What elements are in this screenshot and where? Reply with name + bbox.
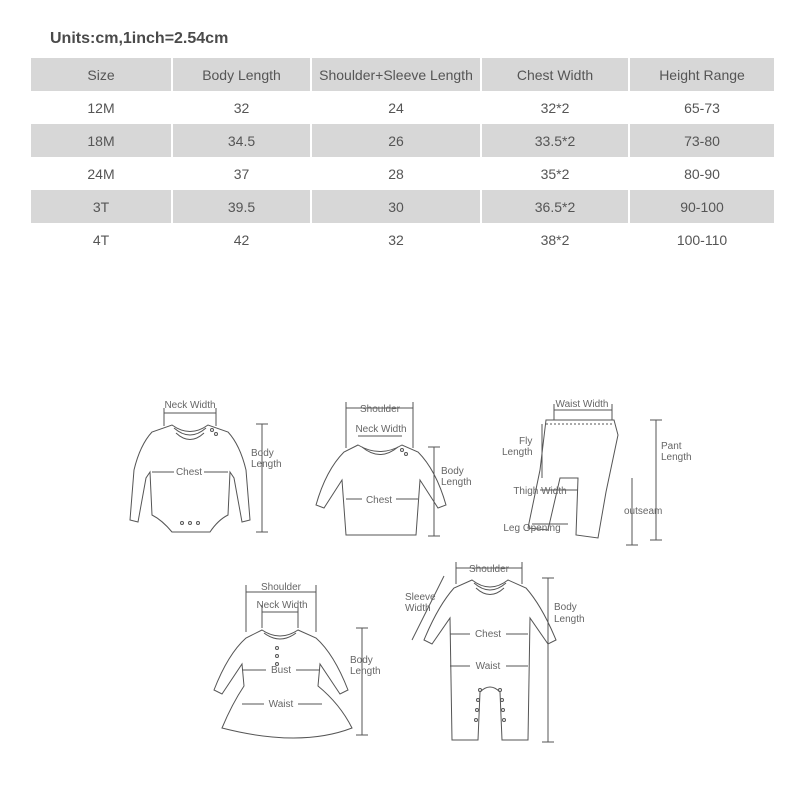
table-cell: 38*2: [481, 223, 629, 256]
romper-chest-label: Chest: [474, 629, 502, 640]
table-cell: 90-100: [629, 190, 774, 223]
pants-thigh-label: Thigh Width: [513, 486, 567, 497]
dress-length-label: Length: [350, 666, 381, 677]
romper-length-label: Length: [554, 614, 585, 625]
table-cell: 42: [172, 223, 311, 256]
table-cell: 12M: [31, 91, 172, 124]
sweater-neck-label: Neck Width: [355, 424, 407, 435]
dress-neck-label: Neck Width: [256, 600, 308, 611]
sweater-length-label: Length: [441, 477, 472, 488]
table-cell: 39.5: [172, 190, 311, 223]
romper-diagram: [412, 562, 556, 742]
table-cell: 35*2: [481, 157, 629, 190]
table-cell: 73-80: [629, 124, 774, 157]
table-cell: 80-90: [684, 165, 720, 182]
bodysuit-length-label: Length: [251, 459, 282, 470]
sweater-body-label: Body: [441, 466, 464, 477]
header-body-length: Body Length: [172, 58, 311, 91]
table-cell: 32: [172, 91, 311, 124]
sweater-chest-label: Chest: [365, 495, 393, 506]
header-size: Size: [31, 58, 172, 91]
romper-body-label: Body: [554, 602, 577, 613]
header-chest-width: Chest Width: [481, 58, 629, 91]
pants-pant-length-label: Length: [661, 452, 692, 463]
romper-waist-label: Waist: [475, 661, 501, 672]
pants-waist-label: Waist Width: [555, 399, 609, 410]
table-cell: 26: [311, 124, 481, 157]
units-note: Units:cm,1inch=2.54cm: [50, 30, 229, 47]
table-cell: 32: [311, 223, 481, 256]
table-cell: 30: [311, 190, 481, 223]
header-shoulder-sleeve: Shoulder+Sleeve Length: [311, 58, 481, 91]
table-cell: 28: [311, 157, 481, 190]
pants-outseam-label: outseam: [624, 506, 663, 517]
sweater-diagram: [316, 402, 446, 536]
table-cell: 34.5: [172, 124, 311, 157]
pants-leg-label: Leg Opening: [503, 523, 561, 534]
table-cell: 37: [172, 157, 311, 190]
table-cell: 100-110: [676, 231, 728, 248]
bodysuit-chest-label: Chest: [175, 467, 203, 478]
table-cell: 3T: [31, 190, 172, 223]
pants-pant-label: Pant: [661, 441, 682, 452]
table-cell: 36.5*2: [481, 190, 629, 223]
table-cell: 33.5*2: [481, 124, 629, 157]
table-cell: 18M: [31, 124, 172, 157]
dress-bust-label: Bust: [270, 665, 292, 676]
dress-shoulder-label: Shoulder: [260, 582, 302, 593]
dress-body-label: Body: [350, 655, 373, 666]
table-cell: 24: [311, 91, 481, 124]
table-cell: 4T: [31, 223, 172, 256]
romper-shoulder-label: Shoulder: [468, 564, 510, 575]
pants-fly-label: Fly: [519, 436, 533, 447]
sweater-shoulder-label: Shoulder: [359, 404, 401, 415]
table-cell: 32*2: [481, 91, 629, 124]
table-cell: 65-73: [684, 99, 720, 116]
bodysuit-neck-label: Neck Width: [164, 400, 216, 411]
header-height-range: Height Range: [629, 58, 774, 91]
romper-sleeve-label: Sleeve: [405, 592, 436, 603]
pants-fly-length-label: Length: [502, 447, 533, 458]
dress-waist-label: Waist: [268, 699, 294, 710]
romper-sleeve-width-label: Width: [405, 603, 431, 614]
table-cell: 24M: [31, 157, 172, 190]
bodysuit-body-label: Body: [251, 448, 274, 459]
